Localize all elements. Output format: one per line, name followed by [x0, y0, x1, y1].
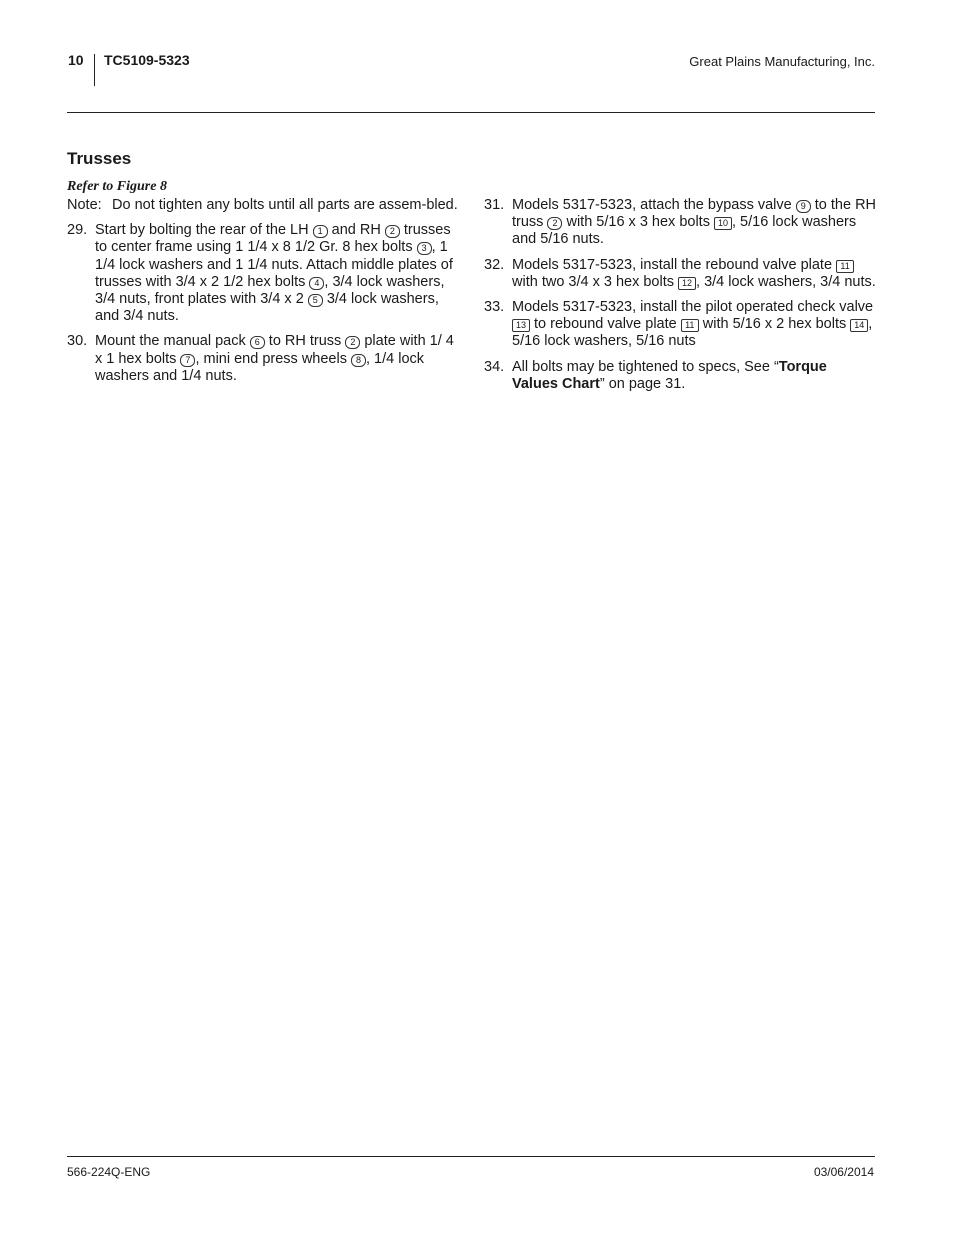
header-divider: [94, 54, 95, 86]
text-run: Models 5317-5323, install the pilot operated check valve: [512, 299, 874, 316]
step-number: 29.: [67, 222, 88, 239]
step-29: [67, 222, 462, 325]
callout-marker: 8: [351, 354, 366, 367]
footer-rule: [67, 1156, 875, 1157]
callout-marker: 5: [308, 294, 323, 307]
text-run: , 3/4 lock washers, 3/4 nuts.: [696, 273, 876, 290]
text-run: ” on page 31.: [599, 375, 686, 392]
text-run: to RH truss: [264, 333, 346, 350]
text-run: Mount the manual pack: [95, 333, 250, 350]
step-text: [95, 222, 462, 325]
text-run: Models 5317-5323, install the rebound valve plate: [512, 256, 837, 273]
callout-marker: 3: [417, 242, 432, 255]
torque-values-chart-link[interactable]: Torque Values Chart: [512, 358, 827, 392]
callout-marker: 2: [385, 225, 400, 238]
text-run: , 5/16 lock washers and 5/16 nuts.: [512, 214, 857, 248]
callout-marker: 6: [250, 336, 265, 349]
text-run: , mini end press wheels: [195, 350, 351, 367]
callout-marker: 2: [345, 336, 360, 349]
callout-marker: 1: [313, 225, 328, 238]
text-run: to the RH truss: [512, 197, 877, 231]
text-run: , 5/16 lock washers, 5/16 nuts: [512, 316, 873, 350]
note-text: Do not tighten any bolts until all parts are assem-bled.: [112, 197, 458, 213]
text-run: Start by bolting the rear of the LH: [95, 222, 313, 239]
step-33: [484, 299, 876, 351]
step-number: 32.: [484, 256, 505, 273]
section-title: Trusses: [67, 149, 132, 168]
step-32: [484, 257, 876, 291]
step-number: 31.: [484, 197, 505, 213]
callout-marker: 12: [678, 277, 696, 290]
callout-marker: 11: [681, 319, 699, 332]
note-label: Note:: [67, 197, 102, 213]
text-run: , 1/4 lock washers and 1/4 nuts.: [95, 350, 425, 384]
left-column: [67, 197, 462, 393]
text-run: All bolts may be tightened to specs, See “: [512, 358, 779, 375]
step-number: 34.: [484, 358, 505, 375]
callout-marker: 7: [180, 354, 195, 367]
step-text: [512, 257, 876, 291]
page-number: 10: [68, 52, 84, 68]
step-number: 30.: [67, 333, 88, 350]
text-run: plate with 1/ 4 x 1 hex bolts: [95, 333, 454, 367]
step-number: 33.: [484, 299, 505, 316]
step-31: [484, 197, 876, 249]
footer-date: 03/06/2014: [813, 1165, 874, 1179]
callout-marker: 14: [850, 319, 868, 332]
step-text: [512, 359, 876, 393]
company-name: Great Plains Manufacturing, Inc.: [689, 54, 875, 69]
text-run: , 1 1/4 lock washers and 1 1/4 nuts. Attach middle plates of trusses with 3/4 x 2 1/2 hex bolts: [95, 239, 453, 290]
callout-marker: 13: [512, 319, 530, 332]
header-rule: [67, 112, 875, 113]
callout-marker: 4: [309, 277, 324, 290]
text-run: with 5/16 x 2 hex bolts: [698, 316, 851, 333]
text-run: 3/4 lock washers, and 3/4 nuts.: [95, 291, 439, 325]
text-run: , 3/4 lock washers, 3/4 nuts, front plates with 3/4 x 2: [95, 273, 445, 308]
callout-marker: 11: [836, 260, 854, 273]
text-run: trusses to center frame using 1 1/4 x 8 1/2 Gr. 8 hex bolts: [95, 222, 451, 256]
note: [67, 197, 462, 214]
text-run: with 5/16 x 3 hex bolts: [562, 214, 714, 231]
footer-doc-code: 566-224Q-ENG: [67, 1165, 151, 1179]
step-text: [95, 333, 462, 385]
text-run: Models 5317-5323, attach the bypass valve: [512, 197, 796, 213]
text-run: to rebound valve plate: [530, 316, 681, 333]
step-30: [67, 333, 462, 385]
right-column: [484, 197, 876, 401]
figure-reference: Refer to Figure 8: [67, 179, 167, 194]
callout-marker: 9: [796, 200, 811, 213]
text-run: and RH: [327, 222, 385, 239]
text-run: with two 3/4 x 3 hex bolts: [512, 273, 679, 290]
callout-marker: 2: [547, 217, 562, 230]
step-34: [484, 359, 876, 393]
step-text: [512, 197, 876, 249]
callout-marker: 10: [714, 217, 732, 230]
document-id: TC5109-5323: [104, 52, 190, 68]
step-text: [512, 299, 876, 351]
